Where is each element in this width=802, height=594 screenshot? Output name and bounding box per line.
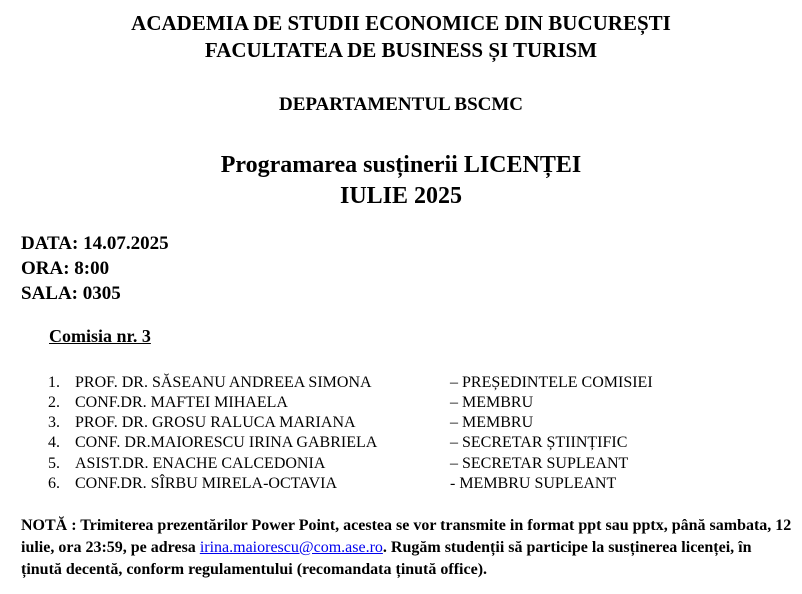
member-role: – SECRETAR SUPLEANT [450,455,629,472]
exam-room: SALA: 0305 [21,283,121,304]
note-paragraph [21,515,793,581]
member-name: CONF. DR.MAIORESCU IRINA GABRIELA [75,434,378,451]
member-number: 5. [48,455,60,472]
exam-time: ORA: 8:00 [21,258,110,279]
department-name: DEPARTAMENTUL BSCMC [278,94,524,115]
member-name: PROF. DR. GROSU RALUCA MARIANA [75,414,356,431]
faculty-name: FACULTATEA DE BUSINESS ȘI TURISM [204,38,598,62]
note-text-end: . Rugăm studenții să participe la susținerea licenței, în ținută decentă, conform regulamentului (recomandata ținută office). [21,539,752,578]
member-number: 2. [48,394,60,411]
member-role: – MEMBRU [450,414,534,431]
member-role: – PREȘEDINTELE COMISIEI [450,374,653,391]
member-role: - MEMBRU SUPLEANT [450,475,617,492]
member-number: 6. [48,475,60,492]
member-name: ASIST.DR. ENACHE CALCEDONIA [75,455,326,472]
exam-date: DATA: 14.07.2025 [21,233,169,254]
commission-title: Comisia nr. 3 [49,326,151,346]
member-name: CONF.DR. MAFTEI MIHAELA [75,394,288,411]
member-number: 3. [48,414,60,431]
document-subtitle: IULIE 2025 [339,183,463,209]
member-name: PROF. DR. SĂSEANU ANDREEA SIMONA [75,374,372,391]
email-link[interactable]: irina.maiorescu@com.ase.ro [199,539,383,556]
member-number: 1. [48,374,60,391]
member-number: 4. [48,434,60,451]
member-role: – MEMBRU [450,394,534,411]
member-role: – SECRETAR ȘTIINȚIFIC [450,434,628,451]
academy-name: ACADEMIA DE STUDII ECONOMICE DIN BUCUREȘTI [131,11,671,35]
member-name: CONF.DR. SÎRBU MIRELA-OCTAVIA [75,475,338,492]
note-text-start: NOTĂ : Trimiterea prezentărilor Power Point, acestea se vor transmite in format ppt sau pptx, până sambata, 12 iulie, ora 23:59, pe adresa [21,517,792,556]
document-title: Programarea susținerii LICENȚEI [220,152,582,178]
